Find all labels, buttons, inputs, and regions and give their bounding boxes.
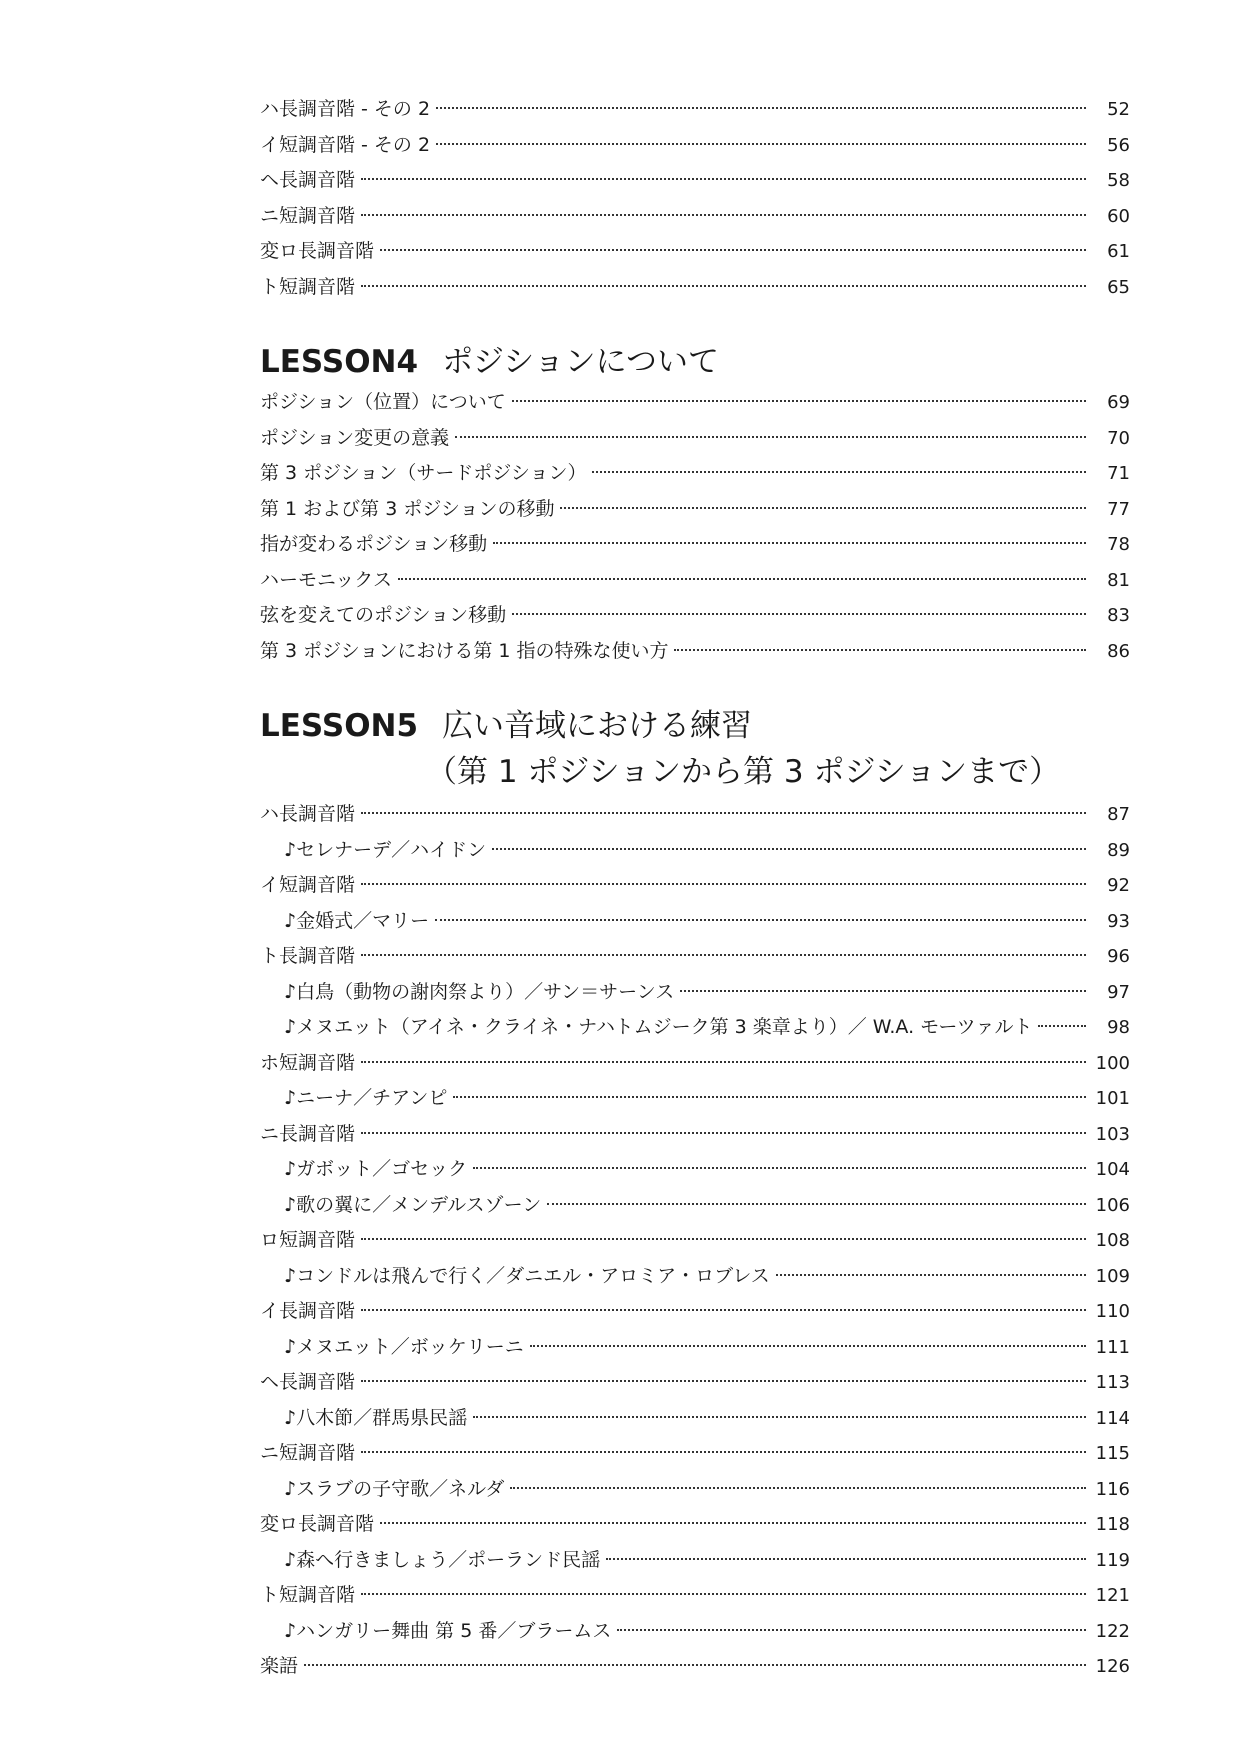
toc-entry-song-title: ♪メヌエット（アイネ・クライネ・ナハトムジーク第 3 楽章より）／ W.A. モーツァルト [284, 1016, 1033, 1038]
toc-entry-title: 変ロ長調音階 [260, 1513, 375, 1535]
toc-entry-page-number: 98 [1107, 1017, 1130, 1038]
dot-leader [617, 1628, 1086, 1631]
toc-entry-page-number: 103 [1095, 1123, 1130, 1145]
dot-leader [361, 1592, 1086, 1595]
toc-entry-title: ロ短調音階 [260, 1229, 356, 1251]
toc-entry[interactable] [260, 1330, 1130, 1366]
lesson4-title: ポジションについて [442, 344, 720, 380]
toc-entry[interactable] [260, 904, 1130, 940]
dot-leader [492, 847, 1086, 850]
toc-entry[interactable] [260, 1543, 1130, 1579]
dot-leader [606, 1557, 1086, 1560]
dot-leader [1038, 1024, 1086, 1027]
toc-entry-title: ト短調音階 [260, 275, 356, 298]
dot-leader [361, 1379, 1086, 1382]
toc-entry[interactable] [260, 128, 1130, 164]
toc-entry[interactable] [260, 1578, 1130, 1614]
toc-entry-page-number: 113 [1095, 1372, 1130, 1393]
toc-entry-page-number: 58 [1107, 170, 1130, 191]
dot-leader [361, 1237, 1086, 1240]
toc-entry-title: イ長調音階 [260, 1300, 356, 1322]
toc-entry[interactable] [260, 1223, 1130, 1259]
toc-entry-title: ポジション（位置）について [260, 391, 506, 413]
lesson5-entries [260, 797, 1130, 1685]
toc-entry-page-number: 92 [1107, 875, 1130, 896]
toc-entry[interactable] [260, 1507, 1130, 1543]
toc-entry[interactable] [260, 1401, 1130, 1437]
toc-entry-title: 楽語 [260, 1655, 299, 1677]
dot-leader [435, 918, 1086, 921]
dot-leader [380, 1521, 1086, 1524]
toc-entry-title: ト長調音階 [260, 945, 356, 967]
toc-entry-title: イ短調音階 [260, 874, 356, 896]
toc-entry-page-number: 115 [1095, 1443, 1130, 1464]
toc-entry-title: ニ長調音階 [260, 1122, 356, 1145]
toc-entry-page-number: 89 [1107, 839, 1130, 861]
toc-entry-page-number: 108 [1095, 1230, 1130, 1251]
toc-entry-page-number: 119 [1095, 1549, 1130, 1571]
toc-entry-page-number: 97 [1107, 981, 1130, 1003]
toc-entry[interactable] [260, 1365, 1130, 1401]
lesson5-heading [260, 706, 1130, 792]
dot-leader [361, 1450, 1086, 1453]
toc-entry-page-number: 110 [1095, 1301, 1130, 1322]
toc-entry-song-title: ♪森へ行きましょう／ポーランド民謡 [284, 1548, 601, 1571]
lesson5-number: LESSON5 [260, 708, 419, 744]
toc-entry[interactable] [260, 492, 1130, 528]
toc-entry[interactable] [260, 563, 1130, 599]
dot-leader [680, 989, 1086, 992]
dot-leader [512, 399, 1086, 402]
toc-entry[interactable] [260, 1436, 1130, 1472]
toc-entry-page-number: 116 [1095, 1478, 1130, 1500]
toc-entry[interactable] [260, 797, 1130, 833]
toc-entry-title: ハ長調音階 [260, 803, 356, 825]
toc-entry-page-number: 71 [1107, 463, 1130, 484]
toc-entry[interactable] [260, 868, 1130, 904]
toc-entry[interactable] [260, 1614, 1130, 1650]
dot-leader [530, 1344, 1086, 1347]
toc-entry[interactable] [260, 1259, 1130, 1295]
toc-entry-page-number: 121 [1095, 1585, 1130, 1606]
dot-leader [455, 435, 1086, 438]
toc-entry-page-number: 118 [1095, 1514, 1130, 1535]
toc-entry-page-number: 96 [1107, 946, 1130, 967]
dot-leader [361, 1308, 1086, 1311]
dot-leader [361, 213, 1086, 216]
toc-entry[interactable] [260, 1010, 1130, 1046]
toc-entry-page-number: 106 [1095, 1194, 1130, 1216]
dot-leader [398, 577, 1086, 580]
dot-leader [436, 142, 1086, 145]
dot-leader [512, 612, 1086, 615]
toc-entry-title: ポジション変更の意義 [260, 426, 450, 449]
toc-entry[interactable] [260, 270, 1130, 306]
toc-entry-title: 指が変わるポジション移動 [260, 533, 488, 555]
toc-entry-page-number: 81 [1107, 569, 1130, 591]
toc-entry-title: ヘ長調音階 [260, 1371, 356, 1393]
lesson4-heading [260, 342, 1130, 382]
toc-entry-title: ハーモニックス [260, 568, 393, 591]
dot-leader [547, 1202, 1086, 1205]
toc-entry-title: ホ短調音階 [260, 1051, 356, 1074]
toc-entry-page-number: 93 [1107, 910, 1130, 932]
toc-entry-page-number: 78 [1107, 534, 1130, 555]
toc-entry-title: ト短調音階 [260, 1584, 356, 1606]
toc-entry[interactable] [260, 421, 1130, 457]
dot-leader [361, 1131, 1086, 1134]
toc-entry-page-number: 60 [1107, 205, 1130, 227]
dot-leader [380, 248, 1086, 251]
toc-entry-page-number: 104 [1095, 1159, 1130, 1180]
toc-entry[interactable] [260, 634, 1130, 670]
dot-leader [361, 811, 1086, 814]
dot-leader [473, 1166, 1086, 1169]
toc-entry-page-number: 77 [1107, 498, 1130, 520]
toc-entry-title: ニ短調音階 [260, 1442, 356, 1464]
toc-entry-song-title: ♪メヌエット／ボッケリーニ [284, 1335, 524, 1358]
toc-entry[interactable] [260, 939, 1130, 975]
toc-entry[interactable] [260, 234, 1130, 270]
toc-entry-title: ニ短調音階 [260, 204, 356, 227]
toc-top-section [260, 92, 1130, 305]
toc-entry-page-number: 122 [1095, 1620, 1130, 1642]
toc-entry-page-number: 114 [1095, 1407, 1130, 1429]
toc-entry-page-number: 65 [1107, 276, 1130, 298]
toc-entry-page-number: 86 [1107, 640, 1130, 662]
toc-entry[interactable] [260, 598, 1130, 634]
dot-leader [674, 648, 1086, 651]
toc-entry[interactable] [260, 1081, 1130, 1117]
toc-entry[interactable] [260, 1649, 1130, 1685]
toc-entry-song-title: ♪八木節／群馬県民謡 [284, 1406, 468, 1429]
toc-entry-page-number: 101 [1095, 1088, 1130, 1109]
toc-entry[interactable] [260, 1472, 1130, 1508]
toc-entry-page-number: 87 [1107, 804, 1130, 825]
toc-entry-title: 第 1 および第 3 ポジションの移動 [260, 497, 555, 520]
dot-leader [361, 953, 1086, 956]
toc-entry-title: ヘ長調音階 [260, 169, 356, 191]
toc-entry[interactable] [260, 1152, 1130, 1188]
toc-entry-page-number: 61 [1107, 241, 1130, 262]
toc-entry[interactable] [260, 385, 1130, 421]
dot-leader [510, 1486, 1086, 1489]
toc-entry[interactable] [260, 1188, 1130, 1224]
toc-entry-song-title: ♪スラブの子守歌／ネルダ [284, 1477, 505, 1500]
dot-leader [592, 470, 1086, 473]
toc-entry-page-number: 69 [1107, 392, 1130, 413]
lesson4-number: LESSON4 [260, 344, 419, 380]
toc-entry[interactable] [260, 456, 1130, 492]
toc-entry-song-title: ♪白鳥（動物の謝肉祭より）／サン＝サーンス [284, 980, 675, 1003]
dot-leader [361, 284, 1086, 287]
lesson5-title: 広い音域における練習 [442, 708, 753, 744]
toc-entry[interactable] [260, 1046, 1130, 1082]
dot-leader [436, 106, 1086, 109]
toc-entry[interactable] [260, 199, 1130, 235]
dot-leader [361, 177, 1086, 180]
toc-entry-song-title: ♪セレナーデ／ハイドン [284, 838, 487, 861]
toc-entry[interactable] [260, 163, 1130, 199]
dot-leader [304, 1663, 1086, 1666]
toc-entry-page-number: 100 [1095, 1052, 1130, 1074]
toc-entry-page-number: 83 [1107, 605, 1130, 626]
toc-entry-page-number: 109 [1095, 1265, 1130, 1287]
toc-entry-title: 第 3 ポジション（サードポジション） [260, 462, 587, 484]
toc-entry-page-number: 126 [1095, 1656, 1130, 1677]
dot-leader [361, 882, 1086, 885]
toc-entry-song-title: ♪ニーナ／チアンピ [284, 1087, 448, 1109]
toc-entry-page-number: 111 [1095, 1336, 1130, 1358]
dot-leader [473, 1415, 1086, 1418]
toc-entry-song-title: ♪ガボット／ゴセック [284, 1158, 468, 1180]
toc-entry[interactable] [260, 1294, 1130, 1330]
toc-entry-page-number: 52 [1107, 99, 1130, 120]
dot-leader [560, 506, 1086, 509]
toc-entry-page-number: 70 [1107, 427, 1130, 449]
toc-entry-song-title: ♪ハンガリー舞曲 第 5 番／ブラームス [284, 1619, 612, 1642]
lesson4-entries [260, 385, 1130, 669]
toc-entry[interactable] [260, 92, 1130, 128]
toc-entry-title: イ短調音階 - その 2 [260, 133, 431, 156]
dot-leader [493, 541, 1086, 544]
lesson5-subtitle: （第 1 ポジションから第 3 ポジションまで） [426, 754, 1061, 790]
toc-entry-song-title: ♪コンドルは飛んで行く／ダニエル・アロミア・ロブレス [284, 1264, 770, 1287]
dot-leader [361, 1060, 1086, 1063]
toc-entry[interactable] [260, 833, 1130, 869]
dot-leader [776, 1273, 1086, 1276]
toc-entry[interactable] [260, 1117, 1130, 1153]
toc-entry[interactable] [260, 527, 1130, 563]
toc-entry-song-title: ♪金婚式／マリー [284, 909, 430, 932]
toc-entry-title: 第 3 ポジションにおける第 1 指の特殊な使い方 [260, 639, 669, 662]
toc-entry-title: ハ長調音階 - その 2 [260, 98, 431, 120]
dot-leader [453, 1095, 1086, 1098]
toc-entry-title: 弦を変えてのポジション移動 [260, 604, 507, 626]
toc-entry-title: 変ロ長調音階 [260, 240, 375, 262]
toc-entry[interactable] [260, 975, 1130, 1011]
toc-entry-song-title: ♪歌の翼に／メンデルスゾーン [284, 1193, 542, 1216]
toc-entry-page-number: 56 [1107, 134, 1130, 156]
